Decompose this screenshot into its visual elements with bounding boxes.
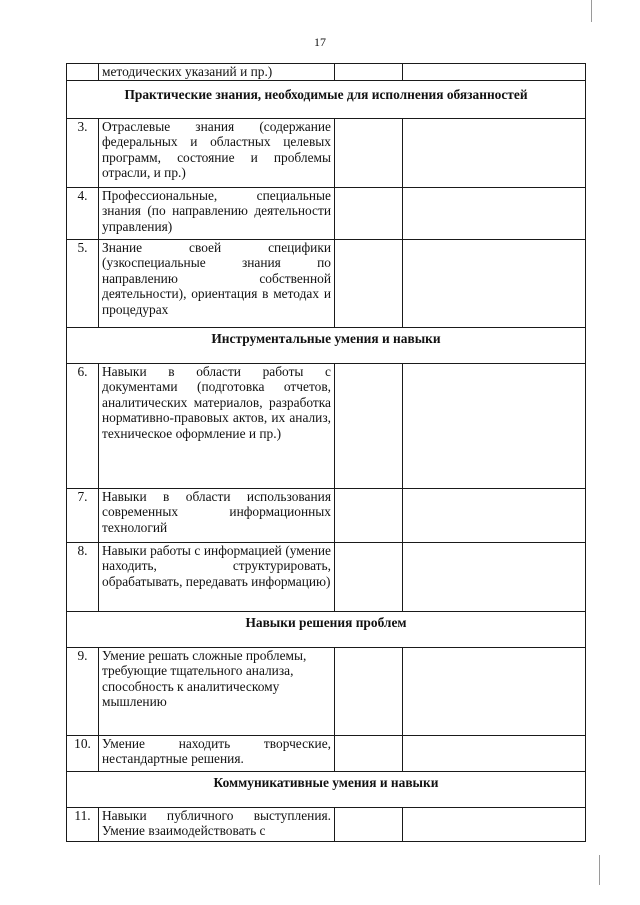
row-description-cell: Навыки в области работы с документами (подготовка отчетов, аналитических материалов, разработка нормативно-правовых актов, их анализ, техническое оформление и пр.) <box>99 363 335 488</box>
table-row <box>67 488 586 542</box>
comment-cell <box>403 363 586 488</box>
rating-cell <box>335 735 403 771</box>
row-number-cell: 9. <box>67 647 99 735</box>
section-title: Практические знания, необходимые для исполнения обязанностей <box>67 80 586 118</box>
row-description-cell: Знание своей специфики (узкоспециальные знания по направлению собственной деятельности), ориентация в методах и процедурах <box>99 239 335 327</box>
rating-cell <box>335 64 403 81</box>
section-header-row <box>67 771 586 807</box>
section-header-row <box>67 611 586 647</box>
row-number-cell: 5. <box>67 239 99 327</box>
comment-cell <box>403 488 586 542</box>
row-description-cell: Навыки работы с информацией (умение находить, структурировать, обрабатывать, передавать информацию) <box>99 542 335 611</box>
row-description-cell: Навыки в области использования современных информационных технологий <box>99 488 335 542</box>
rating-cell <box>335 807 403 841</box>
rating-cell <box>335 542 403 611</box>
section-header-row <box>67 327 586 363</box>
row-description-cell: Умение находить творческие, нестандартные решения. <box>99 735 335 771</box>
table-row <box>67 735 586 771</box>
row-number-cell: 4. <box>67 187 99 239</box>
rating-cell <box>335 118 403 187</box>
table-row <box>67 807 586 841</box>
row-number-cell: 8. <box>67 542 99 611</box>
scan-edge-mark <box>599 855 600 885</box>
comment-cell <box>403 647 586 735</box>
comment-cell <box>403 542 586 611</box>
section-title: Коммуникативные умения и навыки <box>67 771 586 807</box>
scan-edge-mark <box>591 0 592 22</box>
row-number-cell: 6. <box>67 363 99 488</box>
table-row <box>67 239 586 327</box>
row-number-cell: 3. <box>67 118 99 187</box>
table-row <box>67 363 586 488</box>
comment-cell <box>403 187 586 239</box>
comment-cell <box>403 735 586 771</box>
rating-cell <box>335 187 403 239</box>
table-row <box>67 64 586 81</box>
row-number-cell <box>67 64 99 81</box>
row-description-cell: Навыки публичного выступления. Умение взаимодействовать с <box>99 807 335 841</box>
table-row <box>67 118 586 187</box>
row-description-cell: Умение решать сложные проблемы, требующие тщательного анализа, способность к аналитическому мышлению <box>99 647 335 735</box>
section-title: Инструментальные умения и навыки <box>67 327 586 363</box>
row-number-cell: 11. <box>67 807 99 841</box>
table-row <box>67 647 586 735</box>
row-number-cell: 10. <box>67 735 99 771</box>
section-title: Навыки решения проблем <box>67 611 586 647</box>
comment-cell <box>403 64 586 81</box>
row-description-cell: методических указаний и пр.) <box>99 64 335 81</box>
table-row <box>67 187 586 239</box>
page-number: 17 <box>314 35 326 49</box>
comment-cell <box>403 239 586 327</box>
comment-cell <box>403 807 586 841</box>
section-header-row <box>67 80 586 118</box>
table-row <box>67 542 586 611</box>
rating-cell <box>335 647 403 735</box>
competency-table <box>66 63 586 842</box>
comment-cell <box>403 118 586 187</box>
row-description-cell: Профессиональные, специальные знания (по направлению деятельности управления) <box>99 187 335 239</box>
row-description-cell: Отраслевые знания (содержание федеральных и областных целевых программ, состояние и проблемы отрасли, и пр.) <box>99 118 335 187</box>
rating-cell <box>335 363 403 488</box>
rating-cell <box>335 488 403 542</box>
rating-cell <box>335 239 403 327</box>
row-number-cell: 7. <box>67 488 99 542</box>
